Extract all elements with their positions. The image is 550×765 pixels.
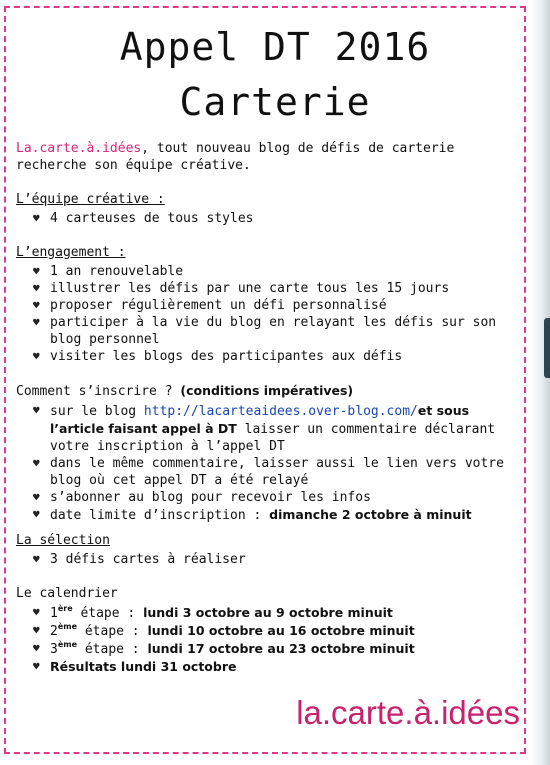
heart-icon: ♥ [33,316,40,329]
blog-link[interactable]: http://lacarteaidees.over-blog.com/ [143,404,418,419]
signature: la.carte.à.idées [296,694,520,731]
heart-icon: ♥ [33,350,40,363]
edge-decoration [544,318,550,378]
list-item: ♥ sur le blog http://lacarteaidees.over-blog.com/et sous l’article faisant appel à DT laisser un commentaire déclarant votre inscription à l’appel DT [33,403,496,454]
list-item: ♥ Résultats lundi 31 octobre [33,659,237,674]
heart-icon: ♥ [33,660,40,673]
list-item: ♥ dans le même commentaire, laisser aussi le lien vers votre blog où cet appel DT a été relayé [33,456,504,488]
list-item: ♥ date limite d’inscription : dimanche 2 octobre à minuit [33,507,472,523]
flyer-content [16,140,521,676]
heart-icon: ♥ [33,282,40,295]
list-item: ♥ 1ère étape : lundi 3 octobre au 9 octobre minuit [33,604,393,621]
signup-heading: Comment s’inscrire ? (conditions impératives) [16,383,354,399]
selection-list [16,551,521,568]
heart-icon: ♥ [33,265,40,278]
calendar-list [16,604,521,676]
title-line-2: Carterie [179,80,371,124]
list-item: ♥ 3 défis cartes à réaliser [33,552,246,567]
signup-list [16,402,521,524]
list-item: ♥ visiter les blogs des participantes aux défis [33,349,403,364]
heart-icon: ♥ [33,299,40,312]
calendar-heading: Le calendrier [16,586,118,601]
title-line-1: Appel DT 2016 [119,25,431,69]
team-list [16,210,521,227]
brand-name: La.carte.à.idées [16,141,142,156]
heart-icon: ♥ [33,624,40,637]
heart-icon: ♥ [33,404,40,417]
heart-icon: ♥ [33,491,40,504]
heart-icon: ♥ [33,457,40,470]
list-item: ♥ 2ème étape : lundi 10 octobre au 16 octobre minuit [33,622,415,639]
heart-icon: ♥ [33,212,40,225]
team-heading: L’équipe créative : [16,192,165,207]
selection-heading: La sélection [16,533,110,548]
list-item: ♥ participer à la vie du blog en relayant les défis sur son blog personnel [33,315,497,347]
heart-icon: ♥ [33,606,40,619]
list-item: ♥ 3ème étape : lundi 17 octobre au 23 octobre minuit [33,640,415,657]
heart-icon: ♥ [33,642,40,655]
list-item: ♥ illustrer les défis par une carte tous les 15 jours [33,281,450,296]
intro-text: , tout nouveau blog de défis de carterie recherche son équipe créative. [16,141,455,173]
list-item: ♥ 4 carteuses de tous styles [33,211,254,226]
heart-icon: ♥ [33,553,40,566]
list-item: ♥ 1 an renouvelable [33,264,184,279]
heart-icon: ♥ [33,508,40,521]
list-item: ♥ proposer régulièrement un défi personnalisé [33,298,387,313]
engagement-heading: L’engagement : [16,245,126,260]
list-item: ♥ s’abonner au blog pour recevoir les infos [33,490,371,505]
engagement-list [16,263,521,365]
intro-paragraph [16,140,521,174]
